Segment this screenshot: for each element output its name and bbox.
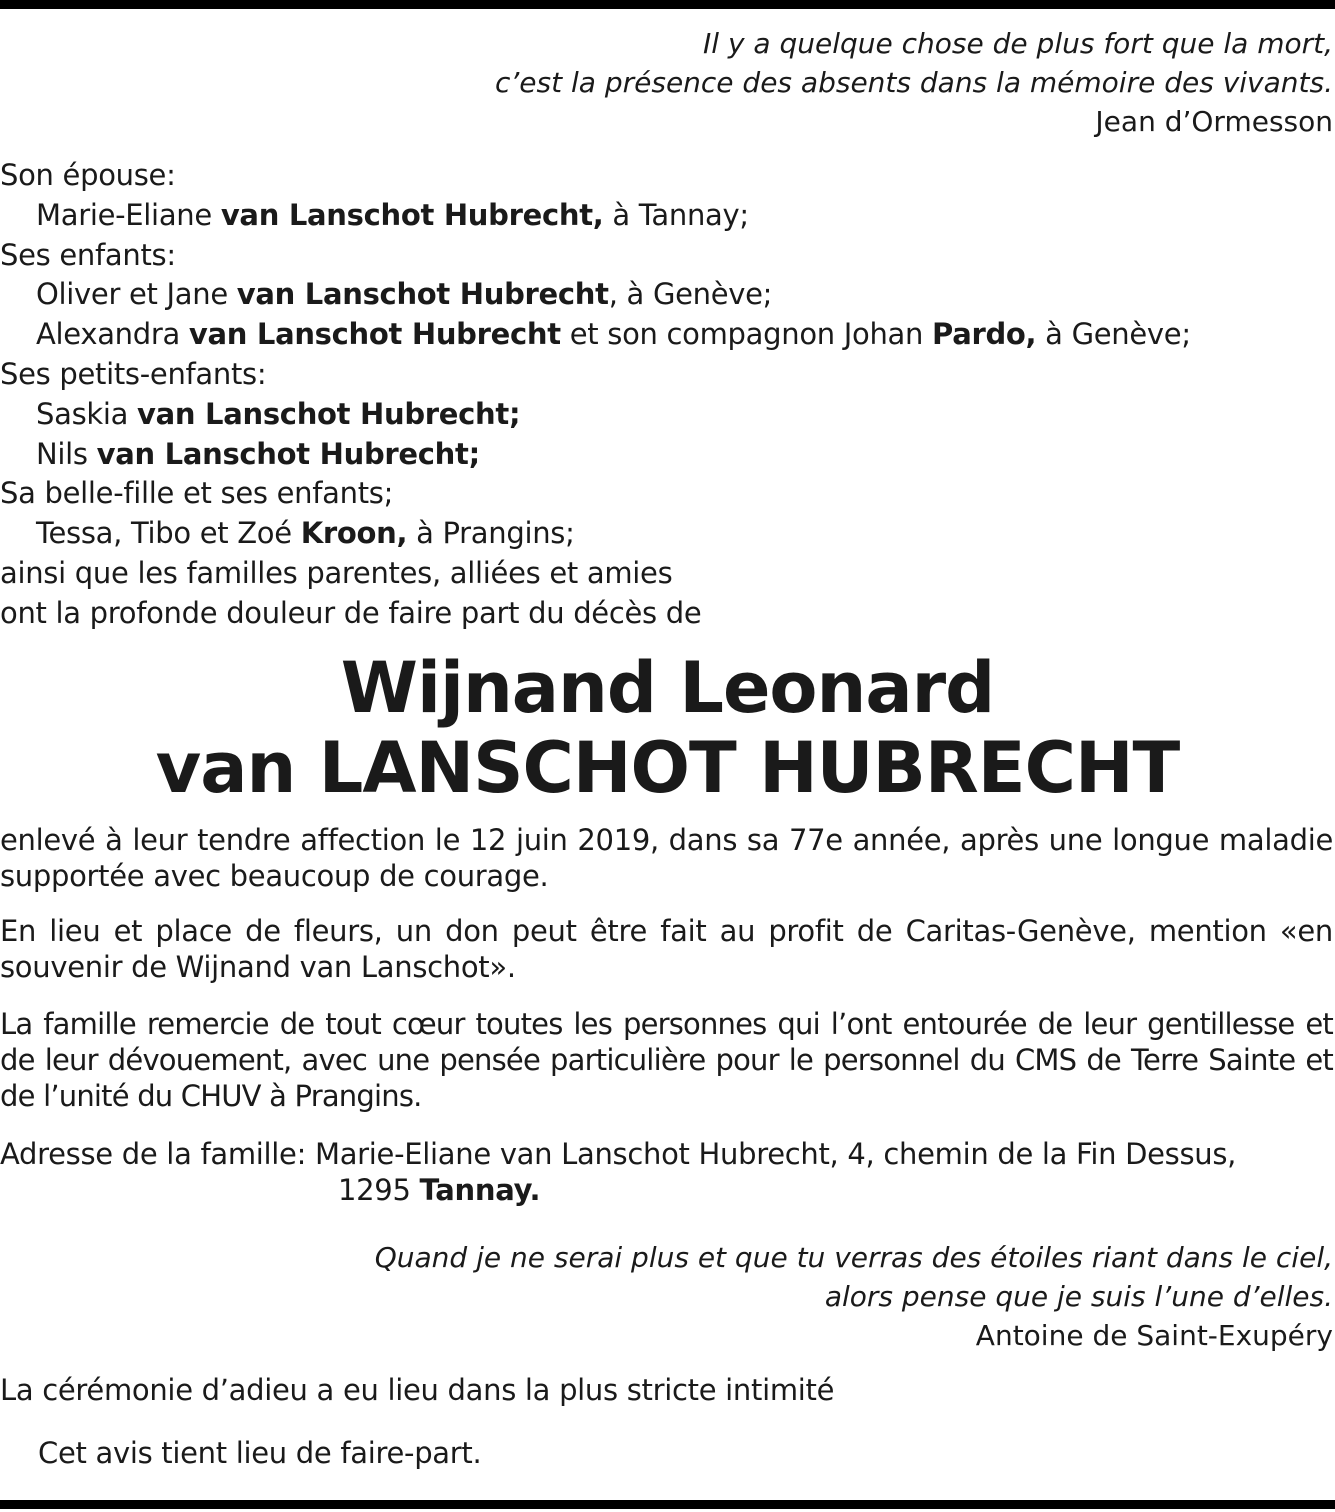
donation-paragraph: En lieu et place de fleurs, un don peut être fait au profit de Caritas-Genève, mention «en souvenir de Wijnand van Lanschot». bbox=[0, 914, 1333, 984]
epigraph-top bbox=[495, 24, 1333, 141]
epigraph-bottom-author: Antoine de Saint-Exupéry bbox=[975, 1319, 1333, 1352]
child1-first: Oliver et Jane bbox=[36, 277, 237, 312]
closing-line-1: ainsi que les familles parentes, alliées et amies bbox=[0, 555, 673, 590]
epigraph-bottom-line-2: alors pense que je suis l’une d’elles. bbox=[824, 1280, 1333, 1313]
family-address bbox=[0, 1136, 1236, 1208]
epigraph-top-author: Jean d’Ormesson bbox=[1095, 105, 1333, 138]
deceased-name-line-2: van LANSCHOT HUBRECHT bbox=[155, 727, 1180, 809]
stepdaughter-heading: Sa belle-fille et ses enfants; bbox=[0, 476, 394, 511]
deceased-name-line-1: Wijnand Leonard bbox=[340, 647, 995, 729]
children-heading: Ses enfants: bbox=[0, 237, 176, 272]
stepfamily-place: à Prangins; bbox=[407, 516, 575, 551]
spouse-first: Marie-Eliane bbox=[36, 197, 221, 232]
death-paragraph: enlevé à leur tendre affection le 12 juin 2019, dans sa 77e année, après une longue maladie supportée avec beaucoup de courage. bbox=[0, 823, 1333, 893]
child2-first: Alexandra bbox=[36, 317, 189, 352]
child2-place: à Genève; bbox=[1036, 317, 1191, 352]
child-entry-1 bbox=[0, 275, 1191, 315]
deceased-name bbox=[0, 648, 1335, 808]
child-entry-2 bbox=[0, 315, 1191, 355]
spouse-heading: Son épouse: bbox=[0, 158, 176, 192]
grandchild-entry-2 bbox=[0, 435, 1191, 475]
child1-place: , à Genève; bbox=[608, 277, 773, 312]
stepfamily-surname: Kroon, bbox=[300, 516, 408, 551]
address-postcode: 1295 bbox=[338, 1173, 420, 1207]
child1-surname: van Lanschot Hubrecht bbox=[236, 277, 609, 312]
epigraph-bottom-line-1: Quand je ne serai plus et que tu verras des étoiles riant dans le ciel, bbox=[374, 1241, 1333, 1274]
epigraph-top-line-1: Il y a quelque chose de plus fort que la mort, bbox=[703, 27, 1333, 60]
grandchild1-surname: van Lanschot Hubrecht; bbox=[137, 396, 521, 431]
spouse-entry bbox=[0, 196, 1191, 236]
grandchildren-heading: Ses petits-enfants: bbox=[0, 356, 267, 391]
stepfamily-entry bbox=[0, 514, 1191, 554]
thanks-paragraph: La famille remercie de tout cœur toutes les personnes qui l’ont entourée de leur gentillesse et de leur dévouement, avec une pensée particulière pour le personnel du CMS de Terre Sainte et de l’unité du CHUV à Prangins. bbox=[0, 1007, 1333, 1113]
child2-surname: van Lanschot Hubrecht bbox=[188, 317, 561, 352]
address-town: Tannay. bbox=[419, 1173, 541, 1207]
epigraph-top-line-2: c’est la présence des absents dans la mémoire des vivants. bbox=[495, 66, 1333, 99]
child2-partner-surname: Pardo, bbox=[932, 317, 1037, 352]
address-line-2 bbox=[0, 1172, 1236, 1208]
grandchild2-first: Nils bbox=[36, 436, 97, 471]
stepfamily-first: Tessa, Tibo et Zoé bbox=[36, 516, 301, 551]
ceremony-text: La cérémonie d’adieu a eu lieu dans la plus stricte intimité bbox=[0, 1373, 835, 1407]
address-line-1: Adresse de la famille: Marie-Eliane van Lanschot Hubrecht, 4, chemin de la Fin Dessus, bbox=[0, 1137, 1237, 1171]
grandchild2-surname: van Lanschot Hubrecht; bbox=[96, 436, 480, 471]
grandchild-entry-1 bbox=[0, 395, 1191, 435]
bottom-rule bbox=[0, 1500, 1335, 1509]
grandchild1-first: Saskia bbox=[36, 396, 138, 431]
family-list bbox=[0, 156, 1191, 634]
child2-mid: et son compagnon Johan bbox=[560, 317, 933, 352]
closing-line-2: ont la profonde douleur de faire part du décès de bbox=[0, 595, 702, 630]
epigraph-bottom bbox=[375, 1238, 1333, 1355]
spouse-place: à Tannay; bbox=[603, 197, 749, 232]
top-rule bbox=[0, 0, 1335, 9]
notice-text: Cet avis tient lieu de faire-part. bbox=[38, 1436, 482, 1470]
spouse-surname: van Lanschot Hubrecht, bbox=[220, 197, 604, 232]
